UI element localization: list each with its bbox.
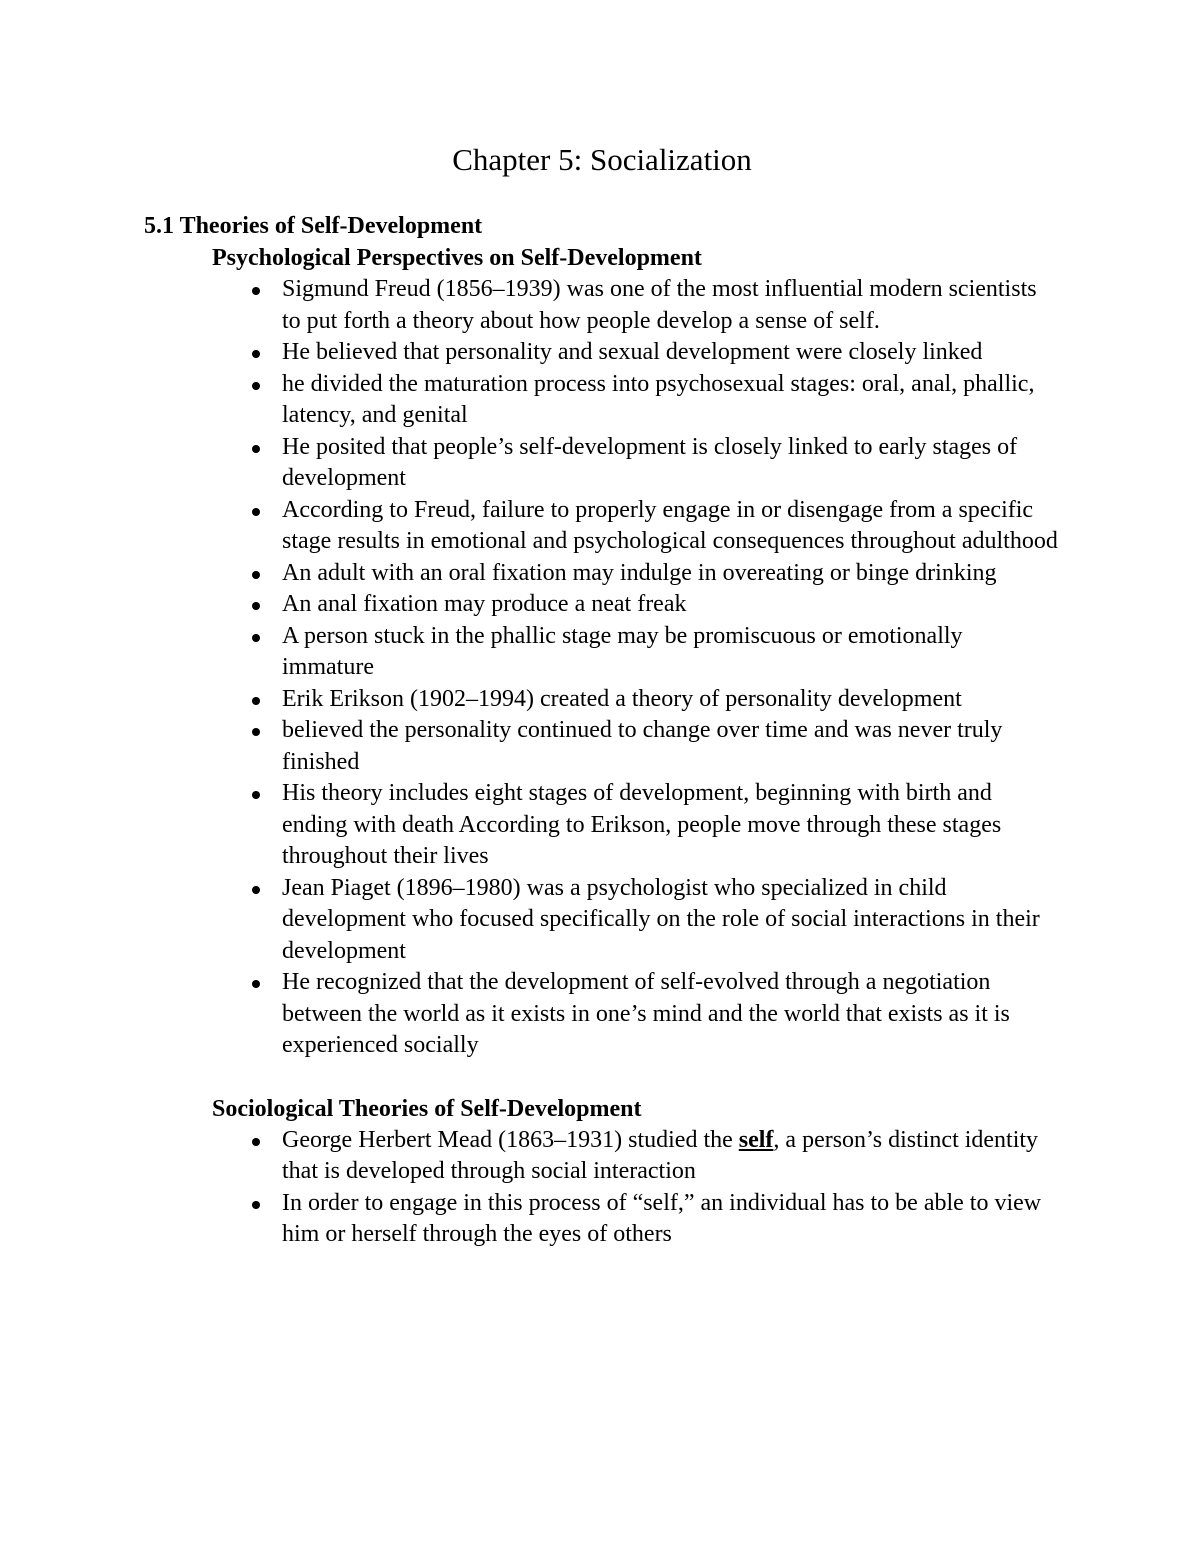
- bullet-icon: [252, 634, 260, 642]
- list-item: An anal fixation may produce a neat freak: [282, 589, 1060, 621]
- bullet-icon: [252, 980, 260, 988]
- list-item: George Herbert Mead (1863–1931) studied the self, a person’s distinct identity that is developed through social interaction: [282, 1125, 1060, 1188]
- bullet-icon: [252, 382, 260, 390]
- list-item: Jean Piaget (1896–1980) was a psychologist who specialized in child development who focused specifically on the role of social interactions in their development: [282, 873, 1060, 968]
- bullet-icon: [252, 287, 260, 295]
- bullet-icon: [252, 1138, 260, 1146]
- list-item: believed the personality continued to change over time and was never truly finished: [282, 715, 1060, 778]
- section-heading: 5.1 Theories of Self-Development: [144, 213, 483, 239]
- sociological-bullet-list: [144, 1125, 1060, 1251]
- bullet-icon: [252, 1201, 260, 1209]
- bullet-icon: [252, 445, 260, 453]
- bullet-icon: [252, 571, 260, 579]
- bullet-icon: [252, 508, 260, 516]
- bullet-icon: [252, 791, 260, 799]
- bullet-icon: [252, 602, 260, 610]
- bullet-icon: [252, 728, 260, 736]
- list-item: he divided the maturation process into psychosexual stages: oral, anal, phallic, latency, and genital: [282, 369, 1060, 432]
- bullet-icon: [252, 886, 260, 894]
- psychological-bullet-list: [144, 274, 1060, 1062]
- term-self: self: [738, 1126, 774, 1153]
- bullet-icon: [252, 350, 260, 358]
- list-item: Erik Erikson (1902–1994) created a theory of personality development: [282, 684, 1060, 716]
- sociological-theories-heading: Sociological Theories of Self-Development: [212, 1095, 642, 1122]
- list-item: A person stuck in the phallic stage may be promiscuous or emotionally immature: [282, 621, 1060, 684]
- list-item: He believed that personality and sexual development were closely linked: [282, 337, 1060, 369]
- list-item: An adult with an oral fixation may indulge in overeating or binge drinking: [282, 558, 1060, 590]
- list-item: He posited that people’s self-development is closely linked to early stages of development: [282, 432, 1060, 495]
- psychological-perspectives-heading: Psychological Perspectives on Self-Development: [212, 245, 702, 271]
- list-item: In order to engage in this process of “self,” an individual has to be able to view him or herself through the eyes of others: [282, 1188, 1060, 1251]
- list-item: His theory includes eight stages of development, beginning with birth and ending with death According to Erikson, people move through these stages throughout their lives: [282, 778, 1060, 873]
- chapter-title: Chapter 5: Socialization: [452, 142, 752, 177]
- bullet-icon: [252, 697, 260, 705]
- list-item: According to Freud, failure to properly engage in or disengage from a specific stage results in emotional and psychological consequences throughout adulthood: [282, 495, 1060, 558]
- list-item: Sigmund Freud (1856–1939) was one of the most influential modern scientists to put forth a theory about how people develop a sense of self.: [282, 274, 1060, 337]
- list-item: He recognized that the development of self-evolved through a negotiation between the world as it exists in one’s mind and the world that exists as it is experienced socially: [282, 967, 1060, 1062]
